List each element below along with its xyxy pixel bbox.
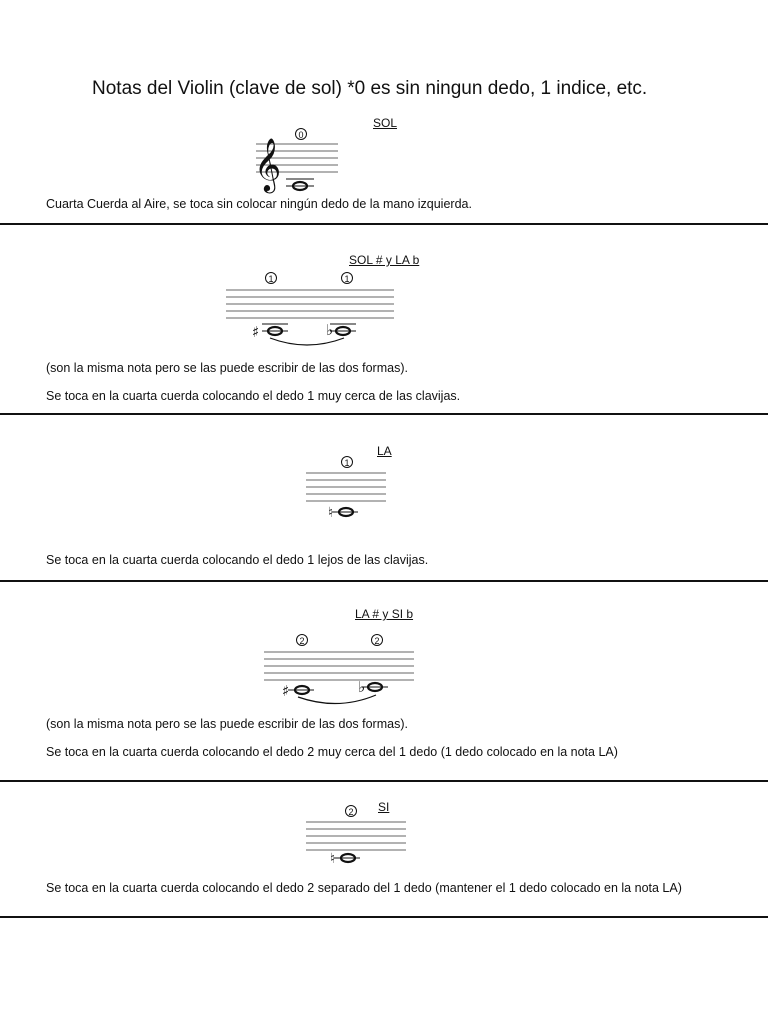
natural-icon: ♮ [328, 505, 334, 521]
page-title: Notas del Violin (clave de sol) *0 es sin ningun dedo, 1 indice, etc. [92, 78, 648, 99]
staff-la [300, 450, 392, 528]
staff-lines [306, 473, 386, 501]
staff-lines [306, 822, 406, 850]
section-divider [0, 780, 768, 782]
flat-icon: ♭ [358, 678, 366, 696]
note-label-si: SI [378, 800, 390, 814]
sharp-icon: ♯ [282, 682, 290, 700]
description-text: Se toca en la cuarta cuerda colocando el dedo 2 separado del 1 dedo (mantener el 1 dedo colocado en la nota LA) [46, 881, 682, 895]
section-divider [0, 580, 768, 582]
finger-marker [372, 635, 383, 647]
finger-marker [266, 273, 277, 285]
staff-sol-sharp-la-flat [220, 268, 400, 350]
finger-marker [296, 129, 307, 141]
finger-number: 1 [268, 274, 274, 284]
description-text: Se toca en la cuarta cuerda colocando el dedo 1 muy cerca de las clavijas. [46, 389, 461, 403]
staff-si [300, 800, 412, 872]
staff-lines [264, 652, 414, 680]
description-text: Se toca en la cuarta cuerda colocando el dedo 1 lejos de las clavijas. [46, 553, 429, 567]
enharmonic-tie [298, 695, 376, 704]
description-text: (son la misma nota pero se las puede escribir de las dos formas). [46, 361, 408, 375]
finger-number: 1 [344, 274, 350, 284]
note-label-sol: SOL [373, 116, 398, 130]
sharp-icon: ♯ [252, 323, 260, 341]
note-label-la-sharp-si-flat: LA # y SI b [355, 607, 414, 621]
finger-number: 0 [298, 130, 304, 140]
finger-marker [297, 635, 308, 647]
section-divider [0, 223, 768, 225]
description-text: (son la misma nota pero se las puede escribir de las dos formas). [46, 717, 408, 731]
description-text: Se toca en la cuarta cuerda colocando el dedo 2 muy cerca del 1 dedo (1 dedo colocado en la nota LA) [46, 745, 618, 759]
treble-clef-icon: 𝄞 [254, 137, 282, 191]
finger-number: 2 [374, 636, 380, 646]
section-divider [0, 916, 768, 918]
finger-marker [342, 457, 353, 469]
finger-number: 2 [348, 807, 354, 817]
section-divider [0, 413, 768, 415]
finger-number: 1 [344, 458, 350, 468]
natural-icon: ♮ [330, 851, 336, 867]
staff-la-sharp-si-flat [258, 625, 420, 707]
flat-icon: ♭ [326, 321, 334, 339]
description-text: Cuarta Cuerda al Aire, se toca sin colocar ningún dedo de la mano izquierda. [46, 197, 472, 211]
finger-number: 2 [299, 636, 305, 646]
finger-marker [342, 273, 353, 285]
finger-marker [346, 806, 357, 818]
note-label-sol-sharp-la-flat: SOL # y LA b [349, 253, 420, 267]
staff-sol [250, 120, 350, 200]
note-label-la: LA [377, 444, 392, 458]
staff-lines [226, 290, 394, 318]
enharmonic-tie [270, 338, 344, 345]
